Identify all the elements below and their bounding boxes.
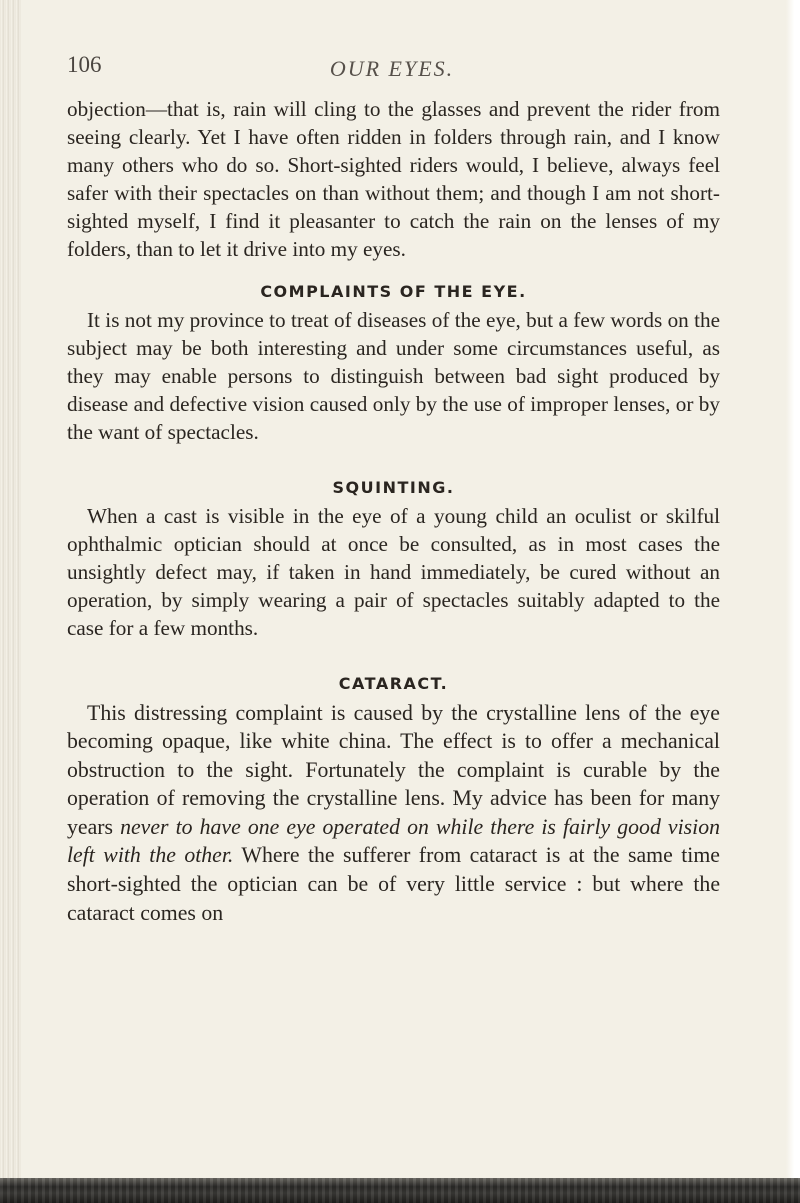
running-title: OUR EYES. [329,56,455,81]
page-header [67,52,717,92]
heading-cataract: CATARACT. [338,673,449,693]
paragraph-squinting: When a cast is visible in the eye of a young child an oculist or skilful ophthalmic optician should at once be consulted, as in most cases the unsightly defect may, if taken in hand immediately, be cured without an operation, by simply wearing a pair of spectacles suitably adapted to the case for a few months. [67,503,720,640]
page-right-edge [786,0,800,1203]
heading-complaints: COMPLAINTS OF THE EYE. [260,282,527,302]
cataract-text-end: Where the sufferer from cataract is at the same time short-sighted the optician can be of very little service : but where the cataract comes on [67,843,720,925]
paragraph-cataract [67,699,720,928]
heading-squinting: SQUINTING. [332,477,455,497]
cataract-advice-italic: never to have one eye operated on while there is fairly good vision left with the other. [67,814,720,868]
paragraph-complaints: It is not my province to treat of diseases of the eye, but a few words on the subject may be both interesting and under some circumstances useful, as they may enable persons to distinguish between bad sight produced by disease and defective vision caused only by the use of improper lenses, or by the want of spectacles. [67,308,720,445]
page-body [67,96,720,927]
paragraph-objection: objection—that is, rain will cling to the glasses and prevent the rider from seeing clearly. Yet I have often ridden in folders through rain, and I know many others who do so. Short-sighted riders would, I believe, always feel safer with their spectacles on than without them; and though I am not short-sighted myself, I find it pleasanter to catch the rain on the lenses of my folders, than to let it drive into my eyes. [67,97,720,261]
cataract-text-start: This distressing complaint is caused by the crystalline lens of the eye becoming opaque, like white china. The effect is to offer a mechanical obstruction to the sight. Fortunately the complaint is curable by the operation of removing the crystalline lens. My advice has been for many years [67,700,720,839]
page-stack-edges [0,0,22,1180]
scan-bottom-band [0,1178,800,1203]
page-number: 106 [67,52,102,77]
